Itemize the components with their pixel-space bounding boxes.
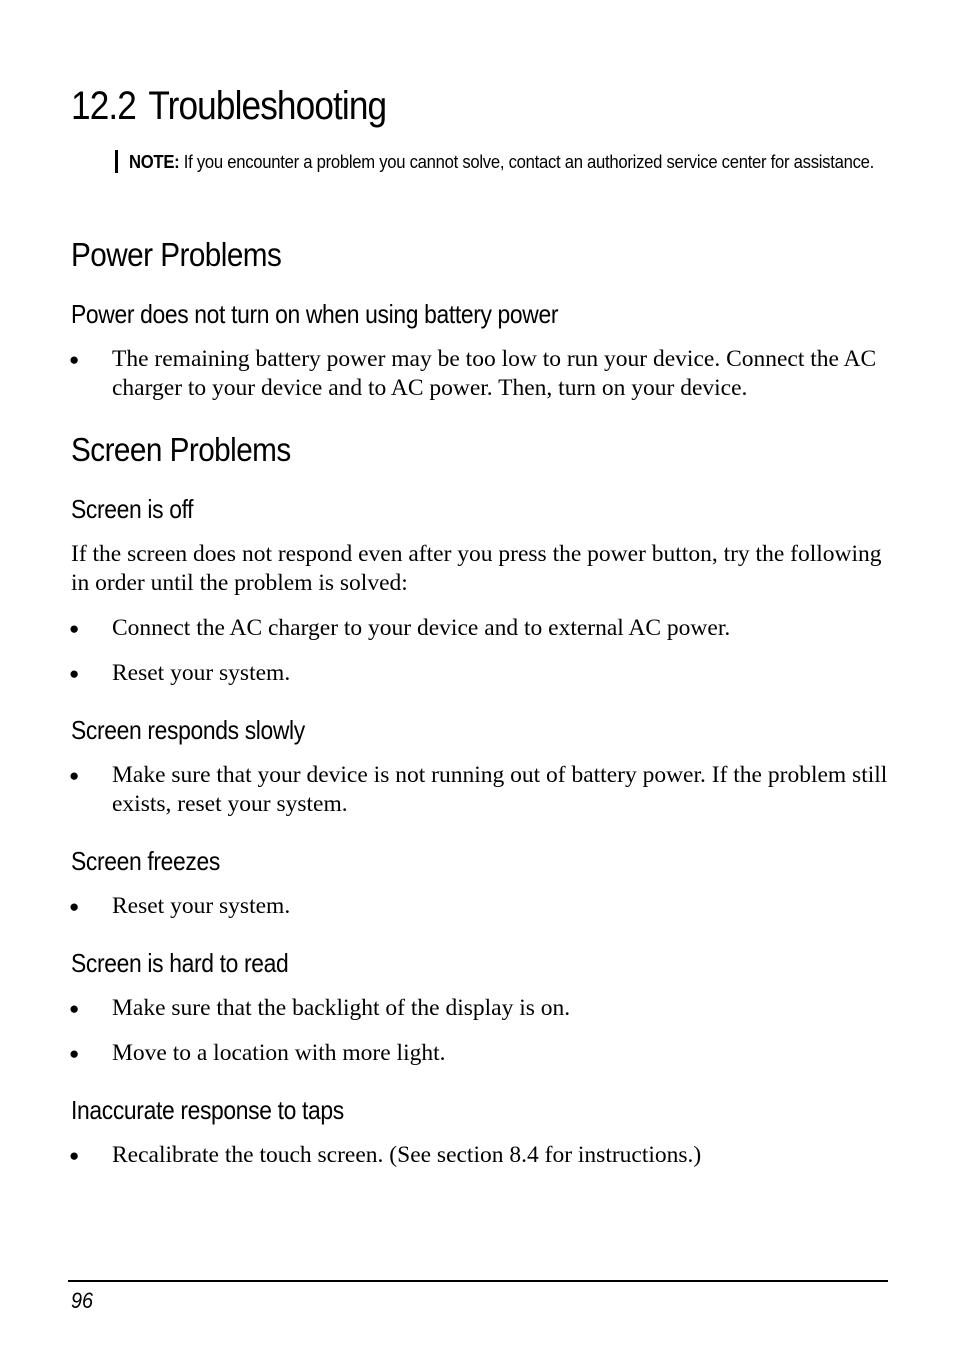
section-heading-screen-problems: Screen Problems <box>71 431 291 468</box>
bullet-icon: ● <box>69 1044 80 1063</box>
page-number: 96 <box>71 1288 94 1313</box>
list-item-text: Make sure that the backlight of the display is on. <box>112 995 571 1021</box>
list-item <box>71 614 888 643</box>
subsection-heading-screen-freezes: Screen freezes <box>71 846 220 876</box>
bullet-icon: ● <box>69 350 80 369</box>
list-item-text: The remaining battery power may be too low to run your device. Connect the AC charger to your device and to AC power. Then, turn on your device. <box>112 346 877 401</box>
chapter-title-text: Troubleshooting <box>148 84 387 128</box>
subsection-heading-screen-hard-to-read: Screen is hard to read <box>71 948 289 978</box>
subsection-heading-screen-off: Screen is off <box>71 494 194 524</box>
note-body <box>129 150 903 173</box>
list-item-text: Make sure that your device is not running out of battery power. If the problem still exists, reset your system. <box>112 762 888 817</box>
list-item-text: Connect the AC charger to your device and to external AC power. <box>112 615 731 641</box>
bullet-icon: ● <box>69 999 80 1018</box>
list-item <box>71 1141 888 1170</box>
list-item-text: Reset your system. <box>112 893 291 919</box>
subsection-heading-screen-slow: Screen responds slowly <box>71 715 305 745</box>
list-item-text: Reset your system. <box>112 660 291 686</box>
bullet-icon: ● <box>69 1146 80 1165</box>
list-item <box>71 659 888 688</box>
list-item-text: Move to a location with more light. <box>112 1040 446 1066</box>
note-callout <box>115 150 909 173</box>
list-item <box>71 892 888 921</box>
note-label: NOTE: <box>129 151 180 172</box>
list-item-text: Recalibrate the touch screen. (See section 8.4 for instructions.) <box>112 1142 702 1168</box>
chapter-title <box>71 84 386 129</box>
list-item <box>71 345 888 403</box>
section-heading-power-problems: Power Problems <box>71 236 282 273</box>
list-item <box>71 1039 888 1068</box>
subsection-heading-inaccurate-taps: Inaccurate response to taps <box>71 1095 344 1125</box>
bullet-icon: ● <box>69 766 80 785</box>
paragraph-screen-off-intro: If the screen does not respond even after you press the power button, try the following in order until the problem is solved: <box>71 541 882 596</box>
bullet-icon: ● <box>69 664 80 683</box>
list-item <box>71 994 888 1023</box>
bullet-icon: ● <box>69 619 80 638</box>
footer-divider <box>68 1280 888 1282</box>
subsection-heading-battery: Power does not turn on when using battery power <box>71 299 559 329</box>
bullet-icon: ● <box>69 897 80 916</box>
list-item <box>71 761 888 819</box>
note-text: If you encounter a problem you cannot solve, contact an authorized service center for assistance. <box>179 151 874 172</box>
chapter-number: 12.2 <box>71 84 136 128</box>
